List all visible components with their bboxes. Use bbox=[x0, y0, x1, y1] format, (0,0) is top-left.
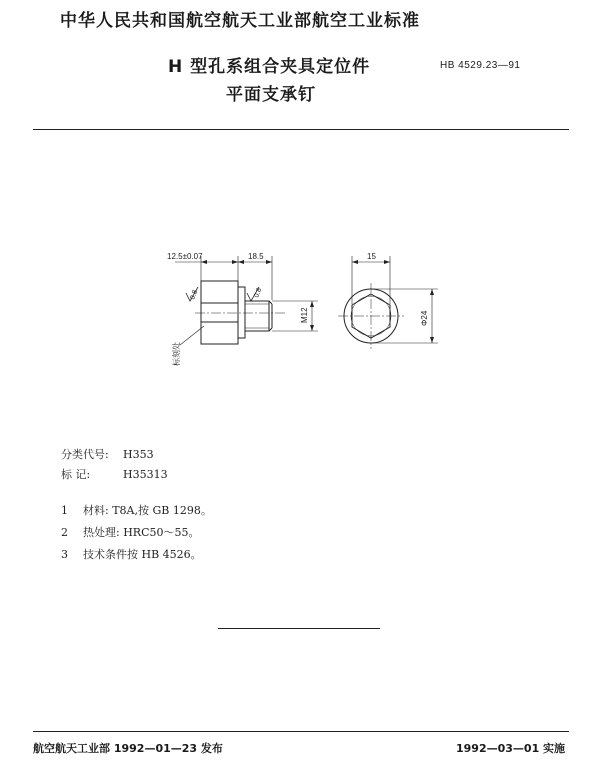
dim-thread: M12 bbox=[300, 307, 309, 323]
dim-diameter: Φ24 bbox=[420, 310, 429, 326]
side-view-collar bbox=[238, 287, 245, 338]
end-of-text-rule bbox=[218, 628, 380, 629]
issuing-organization: 中华人民共和国航空航天工业部航空工业标准 bbox=[60, 11, 420, 31]
document-title-line2: 平面支承钉 bbox=[226, 85, 316, 105]
note-number: 1 bbox=[61, 504, 68, 517]
note-item bbox=[61, 502, 212, 518]
issue-date: 航空航天工业部 1992—01—23 发布 bbox=[33, 742, 223, 755]
side-view-head bbox=[201, 281, 238, 344]
mark-area-label: 标刻处 bbox=[172, 342, 181, 366]
roughness-face-label: 0.8 bbox=[189, 289, 200, 301]
dim-total-length: 18.5 bbox=[248, 252, 264, 261]
note-text: 材料: T8A,按 GB 1298。 bbox=[83, 504, 212, 517]
note-number: 2 bbox=[61, 526, 68, 539]
dim-head-length: 12.5±0.07 bbox=[167, 252, 203, 261]
classification-code-label: 分类代号: bbox=[61, 448, 109, 461]
footer-divider bbox=[33, 731, 569, 732]
note-text: 热处理: HRC50～55。 bbox=[83, 526, 200, 539]
classification-code bbox=[61, 446, 154, 462]
standard-number: HB 4529.23—91 bbox=[440, 60, 521, 71]
note-item bbox=[61, 546, 202, 562]
marking-code-label: 标 记: bbox=[61, 468, 91, 481]
roughness-tip-label: 0.8 bbox=[253, 287, 264, 299]
marking-code bbox=[61, 466, 168, 482]
classification-code-value: H353 bbox=[123, 448, 154, 461]
note-text: 技术条件按 HB 4526。 bbox=[83, 548, 202, 561]
marking-code-value: H35313 bbox=[123, 468, 168, 481]
document-title-line1: H 型孔系组合夹具定位件 bbox=[168, 57, 371, 77]
effective-date: 1992—03—01 实施 bbox=[456, 742, 566, 755]
dim-across-flats: 15 bbox=[367, 252, 376, 261]
side-view-shank bbox=[245, 301, 269, 331]
note-number: 3 bbox=[61, 548, 68, 561]
note-item bbox=[61, 524, 200, 540]
